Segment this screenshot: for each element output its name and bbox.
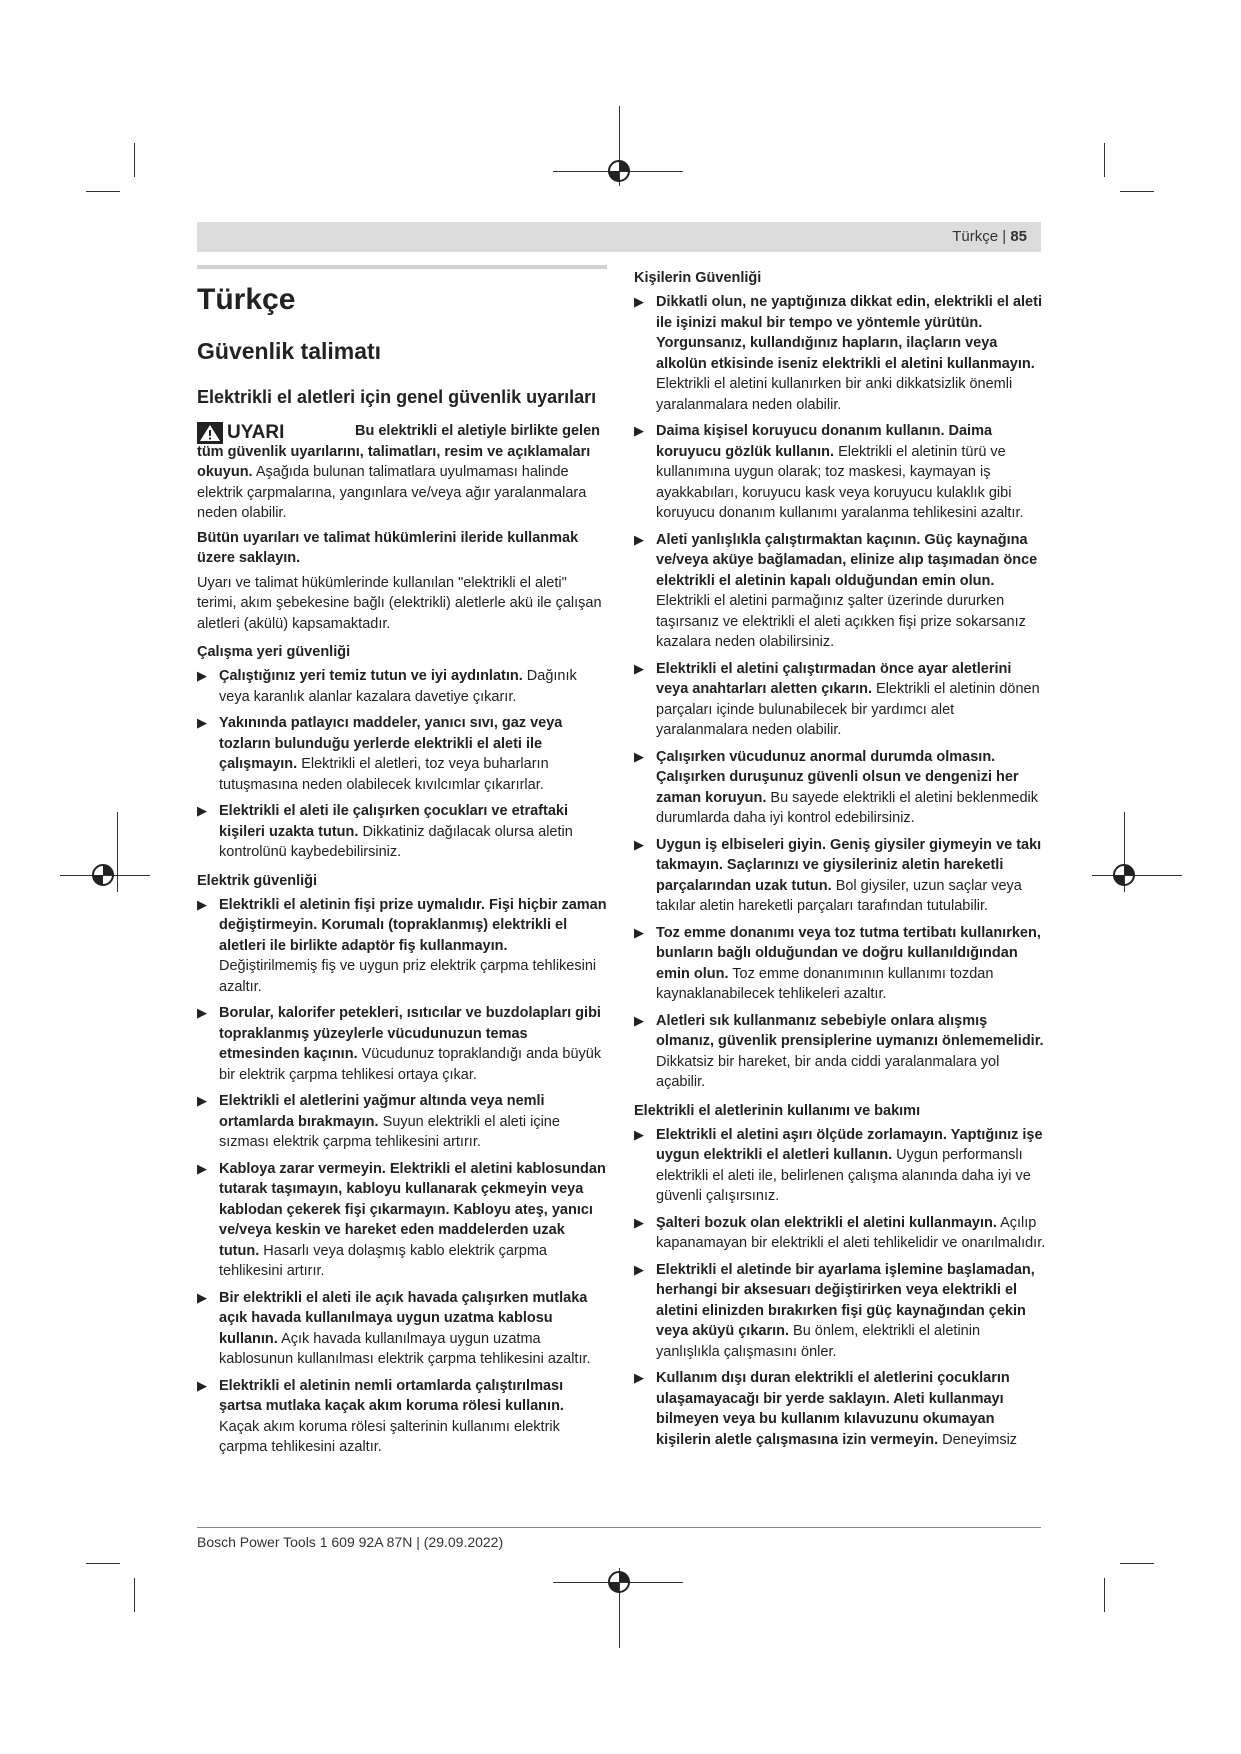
bullet-arrow-icon: ▶ (197, 1093, 207, 1108)
list-item (634, 1213, 1046, 1254)
item-text: Açık havada kullanılmaya uygun uzatma kablosunun kullanılması elektrik çarpma tehlikesini azaltır. (219, 1330, 591, 1367)
item-bold: Elektrikli el aleti ile çalışırken çocukları ve etraftaki kişileri uzakta tutun. (219, 803, 568, 840)
item-bold: Elektrikli el aletini aşırı ölçüde zorlamayın. Yaptığınız işe uygun elektrikli el aletleri kullanın. (656, 1126, 1043, 1163)
crop-mark (134, 1578, 135, 1612)
item-text: Kaçak akım koruma rölesi şalterinin kullanımı elektrik çarpma tehlikesini azaltır. (219, 1418, 560, 1455)
item-text: Değiştirilmemiş fiş ve uygun priz elektrik çarpma tehlikesini azaltır. (219, 958, 597, 995)
bullet-arrow-icon: ▶ (634, 1214, 644, 1230)
item-bold: Toz emme donanımı veya toz tutma tertibatı kullanırken, bunların bağlı olduğundan ve doğru kullanıldığından emin olun. (656, 924, 1041, 982)
warning-text: Aşağıda bulunan talimatlara uyulmaması halinde elektrik çarpmalarına, yangınlara ve/veya ağır yaralanmalara neden olabilir. (197, 464, 587, 521)
header-language: Türkçe (952, 228, 999, 245)
item-text: Elektrikli el aletinin türü ve kullanımına uygun olarak; toz maskesi, kaymayan iş ayakkabıları, koruyucu kask veya koruyucu kulaklık gibi koruyucu donanım kullanımı yaralanma tehlikesini azaltır. (656, 443, 1024, 521)
item-bold: Şalteri bozuk olan elektrikli el aletini kullanmayın. (656, 1214, 997, 1231)
registration-target-icon (606, 1569, 632, 1595)
item-text: Dikkatsiz bir hareket, bir anda ciddi yaralanmalara yol açabilir. (656, 1053, 1000, 1090)
registration-target-icon (90, 862, 116, 888)
page-footer: Bosch Power Tools 1 609 92A 87N | (29.09.2022) (197, 1534, 504, 1550)
left-column (197, 265, 607, 1464)
bullet-arrow-icon: ▶ (634, 294, 644, 309)
bullet-arrow-icon: ▶ (634, 660, 644, 676)
item-text: Bol giysiler, uzun saçlar veya takılar aletin hareketli parçaları tarafından tutulabilir. (656, 877, 1022, 914)
list-item (197, 895, 607, 998)
list-item (634, 923, 1046, 1005)
bullet-arrow-icon: ▶ (634, 531, 644, 547)
warning-bold-text: Bu elektrikli el aletiyle birlikte gelen tüm güvenlik uyarılarını, talimatları, resim ve açıklamaları okuyun. (197, 423, 600, 480)
list-item (634, 530, 1046, 653)
bullet-arrow-icon: ▶ (634, 924, 644, 940)
right-column (634, 268, 1046, 1456)
definition-text: Uyarı ve talimat hükümlerinde kullanılan "elektrikli el aleti" terimi, akım şebekesine bağlı (elektrikli) aletlerle akü ile çalışan aletleri (akülü) kapsamaktadır. (197, 574, 602, 632)
bullet-arrow-icon: ▶ (634, 1370, 644, 1385)
bullet-arrow-icon: ▶ (197, 1377, 207, 1393)
header-text: Türkçe | 85 (952, 228, 1027, 245)
item-text: Vücudunuz topraklandığı anda büyük bir elektrik çarpma tehlikesi ortaya çıkar. (219, 1046, 602, 1083)
bullet-arrow-icon: ▶ (634, 423, 644, 438)
page-subtitle: Güvenlik talimatı (197, 338, 382, 364)
save-instructions: Bütün uyarıları ve talimat hükümlerini ileride kullanmak üzere saklayın. (197, 529, 579, 566)
bullet-arrow-icon: ▶ (197, 715, 207, 730)
item-bold: Elektrikli el aletinin nemli ortamlarda çalıştırılması şartsa mutlaka kaçak akım koruma rölesi kullanın. (219, 1377, 564, 1414)
list-item (197, 1376, 607, 1458)
item-bold: Aleti yanlışlıkla çalıştırmaktan kaçının. Güç kaynağına ve/veya aküye bağlamadan, elinize alıp taşımadan önce elektrikli el aletinin kapalı olduğundan emin olun. (656, 531, 1038, 589)
crop-mark (1104, 1578, 1105, 1612)
bullet-arrow-icon: ▶ (634, 836, 644, 852)
section-rule (197, 265, 607, 269)
item-bold: Aletleri sık kullanmanız sebebiyle onlara alışmış olmanız, güvenlik prensiplerine uymanızı önlememelidir. (656, 1012, 1044, 1049)
personal-heading: Kişilerin Güvenliği (634, 270, 762, 286)
crop-mark (134, 143, 135, 177)
bullet-arrow-icon: ▶ (197, 896, 207, 912)
work-area-heading: Çalışma yeri güvenliği (197, 644, 351, 660)
registration-line (117, 812, 118, 892)
crop-mark (86, 191, 120, 192)
bullet-arrow-icon: ▶ (197, 1005, 207, 1020)
crop-mark (1120, 191, 1154, 192)
list-item (197, 1159, 607, 1282)
bullet-arrow-icon: ▶ (634, 1012, 644, 1028)
item-text: Uygun performanslı elektrikli el aleti ile, belirlenen çalışma alanında daha iyi ve güvenli çalışırsınız. (656, 1147, 1031, 1204)
bullet-arrow-icon: ▶ (634, 1261, 644, 1277)
item-bold: Çalıştığınız yeri temiz tutun ve iyi aydınlatın. (219, 668, 523, 684)
item-bold: Elektrikli el aletinin fişi prize uymalıdır. Fişi hiçbir zaman değiştirmeyin. Korumalı (topraklanmış) elektrikli el aletleri ile birlikte adaptör fiş kullanmayın. (219, 896, 607, 954)
list-item (634, 1011, 1046, 1093)
item-bold: Bir elektrikli el aleti ile açık havada çalışırken mutlaka açık havada kullanılmaya uygun uzatma kablosu kullanın. (219, 1289, 588, 1347)
item-bold: Yakınında patlayıcı maddeler, yanıcı sıvı, gaz veya tozların bulunduğu yerlerde elektrikli el aleti ile çalışmayın. (219, 715, 563, 772)
registration-target-icon (1111, 862, 1137, 888)
list-item (197, 1288, 607, 1370)
item-bold: Kabloya zarar vermeyin. Elektrikli el aletini kablosundan tutarak taşımayın, kabloyu kullanarak çekmeyin veya kablodan çekerek fişi çıkarmayın. Kabloyu ateş, yanıcı ve/veya keskin ve hareket eden maddelerden uzak tutun. (219, 1160, 606, 1259)
list-item (634, 659, 1046, 741)
footer-rule (197, 1527, 1041, 1528)
list-item (197, 713, 607, 795)
personal-list (634, 292, 1046, 1093)
item-text: Açılıp kapanamayan bir elektrikli el aleti tehlikelidir ve onarılmalıdır. (656, 1214, 1046, 1251)
item-bold: Elektrikli el aletini çalıştırmadan önce ayar aletlerini veya anahtarları aletten çıkarın. (656, 660, 1012, 697)
list-item (197, 666, 607, 707)
list-item (634, 1125, 1046, 1207)
warning-block (197, 421, 607, 524)
use-care-list (634, 1125, 1046, 1451)
warning-label (197, 421, 284, 445)
item-text: Bu sayede elektrikli el aletini beklenmedik durumlarda daha iyi kontrol edebilirsiniz. (656, 789, 1039, 826)
warning-triangle-icon (197, 422, 223, 444)
item-bold: Kullanım dışı duran elektrikli el aletlerini çocukların ulaşamayacağı bir yerde saklayın. Aleti kullanmayı bilmeyen veya bu kullanım kılavuzunu okumayan kişilerin aletle çalışmasına izin vermeyin. (656, 1370, 1010, 1448)
page-header (197, 222, 1041, 252)
bullet-arrow-icon: ▶ (634, 748, 644, 764)
item-text: Deneyimsiz (942, 1431, 1018, 1448)
work-area-list (197, 666, 607, 863)
list-item (634, 1368, 1046, 1450)
item-text: Bu önlem, elektrikli el aletinin yanlışlıkla çalışmasını önler. (656, 1323, 981, 1360)
bullet-arrow-icon: ▶ (197, 1160, 207, 1176)
list-item (634, 1260, 1046, 1363)
list-item (197, 801, 607, 863)
list-item (634, 421, 1046, 524)
item-bold: Elektrikli el aletinde bir ayarlama işlemine başlamadan, herhangi bir aksesuarı değiştirirken veya elektrikli el aletini elinizden bırakırken fişi güç kaynağından çekin veya aküyü çıkarın. (656, 1261, 1035, 1339)
list-item (197, 1003, 607, 1085)
list-item (197, 1091, 607, 1153)
item-bold: Uygun iş elbiseleri giyin. Geniş giysiler giymeyin ve takı takmayın. Saçlarınızı ve giysileriniz aletin hareketli parçalarından uzak tutun. (656, 836, 1042, 894)
warning-label-text: UYARI (227, 422, 285, 443)
item-bold: Dikkatli olun, ne yaptığınıza dikkat edin, elektrikli el aleti ile işinizi makul bir tempo ve yöntemle yürütün. Yorgunsanız, kullandığınız hapların, ilaçların veya alkolün etkisinde iseniz elektrikli el aletini kullanmayın. (656, 294, 1042, 372)
bullet-arrow-icon: ▶ (197, 803, 207, 818)
crop-mark (86, 1563, 120, 1564)
item-bold: Daima kişisel koruyucu donanım kullanın. Daima koruyucu gözlük kullanın. (656, 423, 993, 460)
item-text: Elektrikli el aletinin dönen parçaları içinde bulunabilecek bir yardımcı alet yaralanmalara neden olabilir. (656, 681, 1040, 738)
registration-line (1092, 875, 1182, 876)
list-item (634, 835, 1046, 917)
item-text: Toz emme donanımının kullanımı tozdan kaynaklanabilecek tehlikeleri azaltır. (656, 965, 994, 1002)
use-care-heading: Elektrikli el aletlerinin kullanımı ve bakımı (634, 1102, 921, 1119)
bullet-arrow-icon: ▶ (634, 1126, 644, 1142)
page-number: 85 (1010, 228, 1027, 245)
item-bold: Çalışırken vücudunuz anormal durumda olmasın. Çalışırken duruşunuz güvenli olsun ve dengenizi her zaman koruyun. (656, 748, 1019, 806)
list-item (634, 292, 1046, 415)
electrical-list (197, 895, 607, 1458)
page-title: Türkçe (197, 283, 296, 316)
item-text: Elektrikli el aletini kullanırken bir anki dikkatsizlik önemli yaralanmalara neden olabilir. (656, 376, 1013, 413)
crop-mark (1104, 143, 1105, 177)
bullet-arrow-icon: ▶ (197, 1289, 207, 1305)
bullet-arrow-icon: ▶ (197, 668, 207, 683)
section-heading: Elektrikli el aletleri için genel güvenlik uyarıları (197, 387, 597, 407)
item-text: Elektrikli el aletini parmağınız şalter üzerinde dururken taşırsanız ve elektrikli el aleti açıkken fişi prize sokarsanız kazalara neden olabilirsiniz. (656, 593, 1026, 650)
list-item (634, 747, 1046, 829)
item-bold: Borular, kalorifer petekleri, ısıtıcılar ve buzdolapları gibi topraklanmış yüzeylerle vücudunuzun temas etmesinden kaçının. (219, 1005, 601, 1062)
item-text: Elektrikli el aletleri, toz veya buharların tutuşmasına neden olabilecek kıvılcımlar çıkarırlar. (219, 756, 549, 793)
item-text: Suyun elektrikli el aleti içine sızması elektrik çarpma tehlikesini artırır. (219, 1113, 560, 1150)
item-text: Dikkatiniz dağılacak olursa aletin kontrolünü kaybedebilirsiniz. (219, 823, 573, 860)
item-text: Hasarlı veya dolaşmış kablo elektrik çarpma tehlikesini artırır. (219, 1242, 547, 1279)
registration-target-icon (606, 158, 632, 184)
item-bold: Elektrikli el aletlerini yağmur altında veya nemli ortamlarda bırakmayın. (219, 1093, 545, 1130)
electrical-heading: Elektrik güvenliği (197, 872, 318, 889)
item-text: Dağınık veya karanlık alanlar kazalara davetiye çıkarır. (219, 668, 577, 705)
crop-mark (1120, 1563, 1154, 1564)
